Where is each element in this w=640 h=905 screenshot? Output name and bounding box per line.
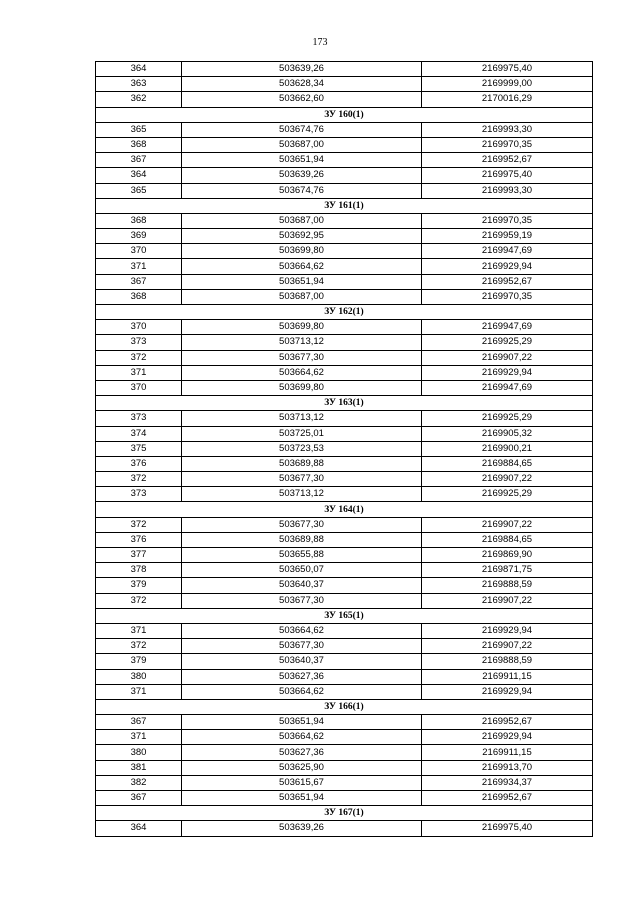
y-coordinate-cell: 2169959,19 (422, 229, 593, 244)
x-coordinate-cell: 503699,80 (182, 380, 422, 395)
table-row (96, 168, 593, 183)
table-row (96, 669, 593, 684)
table-row (96, 229, 593, 244)
table-row (96, 274, 593, 289)
y-coordinate-cell: 2169869,90 (422, 548, 593, 563)
y-coordinate-cell: 2169929,94 (422, 684, 593, 699)
x-coordinate-cell: 503640,37 (182, 578, 422, 593)
y-coordinate-cell: 2169907,22 (422, 593, 593, 608)
section-title: ЗУ 166(1) (96, 699, 593, 714)
y-coordinate-cell: 2169993,30 (422, 122, 593, 137)
y-coordinate-cell: 2169929,94 (422, 365, 593, 380)
y-coordinate-cell: 2169952,67 (422, 715, 593, 730)
y-coordinate-cell: 2169975,40 (422, 821, 593, 836)
x-coordinate-cell: 503664,62 (182, 623, 422, 638)
x-coordinate-cell: 503689,88 (182, 532, 422, 547)
x-coordinate-cell: 503627,36 (182, 745, 422, 760)
y-coordinate-cell: 2169884,65 (422, 456, 593, 471)
x-coordinate-cell: 503674,76 (182, 122, 422, 137)
table-row (96, 320, 593, 335)
x-coordinate-cell: 503677,30 (182, 639, 422, 654)
table-row (96, 791, 593, 806)
y-coordinate-cell: 2169900,21 (422, 441, 593, 456)
table-row (96, 153, 593, 168)
point-number-cell: 371 (96, 730, 182, 745)
x-coordinate-cell: 503664,62 (182, 259, 422, 274)
section-header-row (96, 699, 593, 714)
table-row (96, 760, 593, 775)
point-number-cell: 367 (96, 274, 182, 289)
table-row (96, 62, 593, 77)
x-coordinate-cell: 503677,30 (182, 472, 422, 487)
x-coordinate-cell: 503664,62 (182, 684, 422, 699)
table-row (96, 639, 593, 654)
x-coordinate-cell: 503639,26 (182, 168, 422, 183)
point-number-cell: 380 (96, 669, 182, 684)
point-number-cell: 372 (96, 639, 182, 654)
table-row (96, 593, 593, 608)
y-coordinate-cell: 2169929,94 (422, 259, 593, 274)
y-coordinate-cell: 2169884,65 (422, 532, 593, 547)
y-coordinate-cell: 2169925,29 (422, 335, 593, 350)
y-coordinate-cell: 2169911,15 (422, 745, 593, 760)
table-row (96, 456, 593, 471)
section-header-row (96, 107, 593, 122)
y-coordinate-cell: 2169925,29 (422, 487, 593, 502)
point-number-cell: 369 (96, 229, 182, 244)
y-coordinate-cell: 2170016,29 (422, 92, 593, 107)
table-row (96, 563, 593, 578)
y-coordinate-cell: 2169907,22 (422, 350, 593, 365)
x-coordinate-cell: 503655,88 (182, 548, 422, 563)
x-coordinate-cell: 503692,95 (182, 229, 422, 244)
point-number-cell: 372 (96, 517, 182, 532)
y-coordinate-cell: 2169975,40 (422, 168, 593, 183)
section-header-row (96, 305, 593, 320)
y-coordinate-cell: 2169934,37 (422, 775, 593, 790)
x-coordinate-cell: 503677,30 (182, 517, 422, 532)
y-coordinate-cell: 2169952,67 (422, 274, 593, 289)
table-row (96, 244, 593, 259)
point-number-cell: 364 (96, 168, 182, 183)
section-title: ЗУ 164(1) (96, 502, 593, 517)
table-row (96, 335, 593, 350)
x-coordinate-cell: 503723,53 (182, 441, 422, 456)
point-number-cell: 364 (96, 62, 182, 77)
page-number: 173 (312, 37, 328, 48)
y-coordinate-cell: 2169975,40 (422, 62, 593, 77)
point-number-cell: 373 (96, 411, 182, 426)
y-coordinate-cell: 2169907,22 (422, 517, 593, 532)
point-number-cell: 382 (96, 775, 182, 790)
section-header-row (96, 608, 593, 623)
point-number-cell: 380 (96, 745, 182, 760)
point-number-cell: 364 (96, 821, 182, 836)
point-number-cell: 367 (96, 791, 182, 806)
section-header-row (96, 396, 593, 411)
point-number-cell: 370 (96, 244, 182, 259)
table-row (96, 578, 593, 593)
table-row (96, 426, 593, 441)
x-coordinate-cell: 503699,80 (182, 244, 422, 259)
y-coordinate-cell: 2169970,35 (422, 289, 593, 304)
point-number-cell: 376 (96, 456, 182, 471)
point-number-cell: 367 (96, 715, 182, 730)
y-coordinate-cell: 2169993,30 (422, 183, 593, 198)
point-number-cell: 367 (96, 153, 182, 168)
point-number-cell: 378 (96, 563, 182, 578)
point-number-cell: 371 (96, 623, 182, 638)
point-number-cell: 362 (96, 92, 182, 107)
y-coordinate-cell: 2169929,94 (422, 623, 593, 638)
point-number-cell: 372 (96, 593, 182, 608)
x-coordinate-cell: 503627,36 (182, 669, 422, 684)
x-coordinate-cell: 503651,94 (182, 274, 422, 289)
point-number-cell: 370 (96, 380, 182, 395)
x-coordinate-cell: 503662,60 (182, 92, 422, 107)
table-row (96, 183, 593, 198)
y-coordinate-cell: 2169888,59 (422, 654, 593, 669)
table-row (96, 654, 593, 669)
point-number-cell: 368 (96, 137, 182, 152)
table-row (96, 92, 593, 107)
table-row (96, 137, 593, 152)
section-title: ЗУ 167(1) (96, 806, 593, 821)
x-coordinate-cell: 503639,26 (182, 821, 422, 836)
table-row (96, 77, 593, 92)
y-coordinate-cell: 2169952,67 (422, 153, 593, 168)
x-coordinate-cell: 503677,30 (182, 350, 422, 365)
x-coordinate-cell: 503687,00 (182, 213, 422, 228)
table-row (96, 548, 593, 563)
point-number-cell: 368 (96, 213, 182, 228)
x-coordinate-cell: 503664,62 (182, 730, 422, 745)
section-title: ЗУ 165(1) (96, 608, 593, 623)
y-coordinate-cell: 2169970,35 (422, 213, 593, 228)
point-number-cell: 368 (96, 289, 182, 304)
table-row (96, 122, 593, 137)
x-coordinate-cell: 503689,88 (182, 456, 422, 471)
x-coordinate-cell: 503650,07 (182, 563, 422, 578)
section-title: ЗУ 163(1) (96, 396, 593, 411)
table-row (96, 441, 593, 456)
table-row (96, 411, 593, 426)
x-coordinate-cell: 503664,62 (182, 365, 422, 380)
y-coordinate-cell: 2169925,29 (422, 411, 593, 426)
point-number-cell: 371 (96, 259, 182, 274)
x-coordinate-cell: 503713,12 (182, 335, 422, 350)
table-row (96, 259, 593, 274)
x-coordinate-cell: 503628,34 (182, 77, 422, 92)
table-row (96, 380, 593, 395)
x-coordinate-cell: 503725,01 (182, 426, 422, 441)
table-row (96, 623, 593, 638)
point-number-cell: 370 (96, 320, 182, 335)
y-coordinate-cell: 2169947,69 (422, 320, 593, 335)
x-coordinate-cell: 503639,26 (182, 62, 422, 77)
point-number-cell: 365 (96, 183, 182, 198)
table-row (96, 821, 593, 836)
point-number-cell: 373 (96, 335, 182, 350)
section-header-row (96, 806, 593, 821)
y-coordinate-cell: 2169947,69 (422, 380, 593, 395)
x-coordinate-cell: 503713,12 (182, 487, 422, 502)
x-coordinate-cell: 503674,76 (182, 183, 422, 198)
x-coordinate-cell: 503651,94 (182, 791, 422, 806)
point-number-cell: 372 (96, 350, 182, 365)
table-row (96, 365, 593, 380)
table-row (96, 684, 593, 699)
x-coordinate-cell: 503687,00 (182, 289, 422, 304)
point-number-cell: 363 (96, 77, 182, 92)
section-title: ЗУ 162(1) (96, 305, 593, 320)
point-number-cell: 365 (96, 122, 182, 137)
y-coordinate-cell: 2169871,75 (422, 563, 593, 578)
y-coordinate-cell: 2169952,67 (422, 791, 593, 806)
table-row (96, 350, 593, 365)
y-coordinate-cell: 2169905,32 (422, 426, 593, 441)
x-coordinate-cell: 503640,37 (182, 654, 422, 669)
section-header-row (96, 502, 593, 517)
x-coordinate-cell: 503615,67 (182, 775, 422, 790)
point-number-cell: 371 (96, 365, 182, 380)
x-coordinate-cell: 503625,90 (182, 760, 422, 775)
x-coordinate-cell: 503713,12 (182, 411, 422, 426)
section-title: ЗУ 160(1) (96, 107, 593, 122)
table-row (96, 745, 593, 760)
point-number-cell: 373 (96, 487, 182, 502)
point-number-cell: 381 (96, 760, 182, 775)
table-row (96, 715, 593, 730)
table-row (96, 775, 593, 790)
x-coordinate-cell: 503651,94 (182, 715, 422, 730)
y-coordinate-cell: 2169907,22 (422, 472, 593, 487)
section-title: ЗУ 161(1) (96, 198, 593, 213)
table-row (96, 532, 593, 547)
coordinates-table-body (96, 62, 593, 837)
point-number-cell: 377 (96, 548, 182, 563)
y-coordinate-cell: 2169970,35 (422, 137, 593, 152)
y-coordinate-cell: 2169929,94 (422, 730, 593, 745)
x-coordinate-cell: 503677,30 (182, 593, 422, 608)
table-row (96, 289, 593, 304)
y-coordinate-cell: 2169888,59 (422, 578, 593, 593)
table-row (96, 517, 593, 532)
point-number-cell: 375 (96, 441, 182, 456)
point-number-cell: 371 (96, 684, 182, 699)
y-coordinate-cell: 2169999,00 (422, 77, 593, 92)
point-number-cell: 379 (96, 578, 182, 593)
x-coordinate-cell: 503699,80 (182, 320, 422, 335)
y-coordinate-cell: 2169947,69 (422, 244, 593, 259)
x-coordinate-cell: 503687,00 (182, 137, 422, 152)
point-number-cell: 374 (96, 426, 182, 441)
table-row (96, 213, 593, 228)
point-number-cell: 376 (96, 532, 182, 547)
section-header-row (96, 198, 593, 213)
point-number-cell: 379 (96, 654, 182, 669)
y-coordinate-cell: 2169913,70 (422, 760, 593, 775)
table-row (96, 730, 593, 745)
y-coordinate-cell: 2169907,22 (422, 639, 593, 654)
table-row (96, 472, 593, 487)
y-coordinate-cell: 2169911,15 (422, 669, 593, 684)
point-number-cell: 372 (96, 472, 182, 487)
table-row (96, 487, 593, 502)
coordinates-table (95, 61, 593, 837)
x-coordinate-cell: 503651,94 (182, 153, 422, 168)
